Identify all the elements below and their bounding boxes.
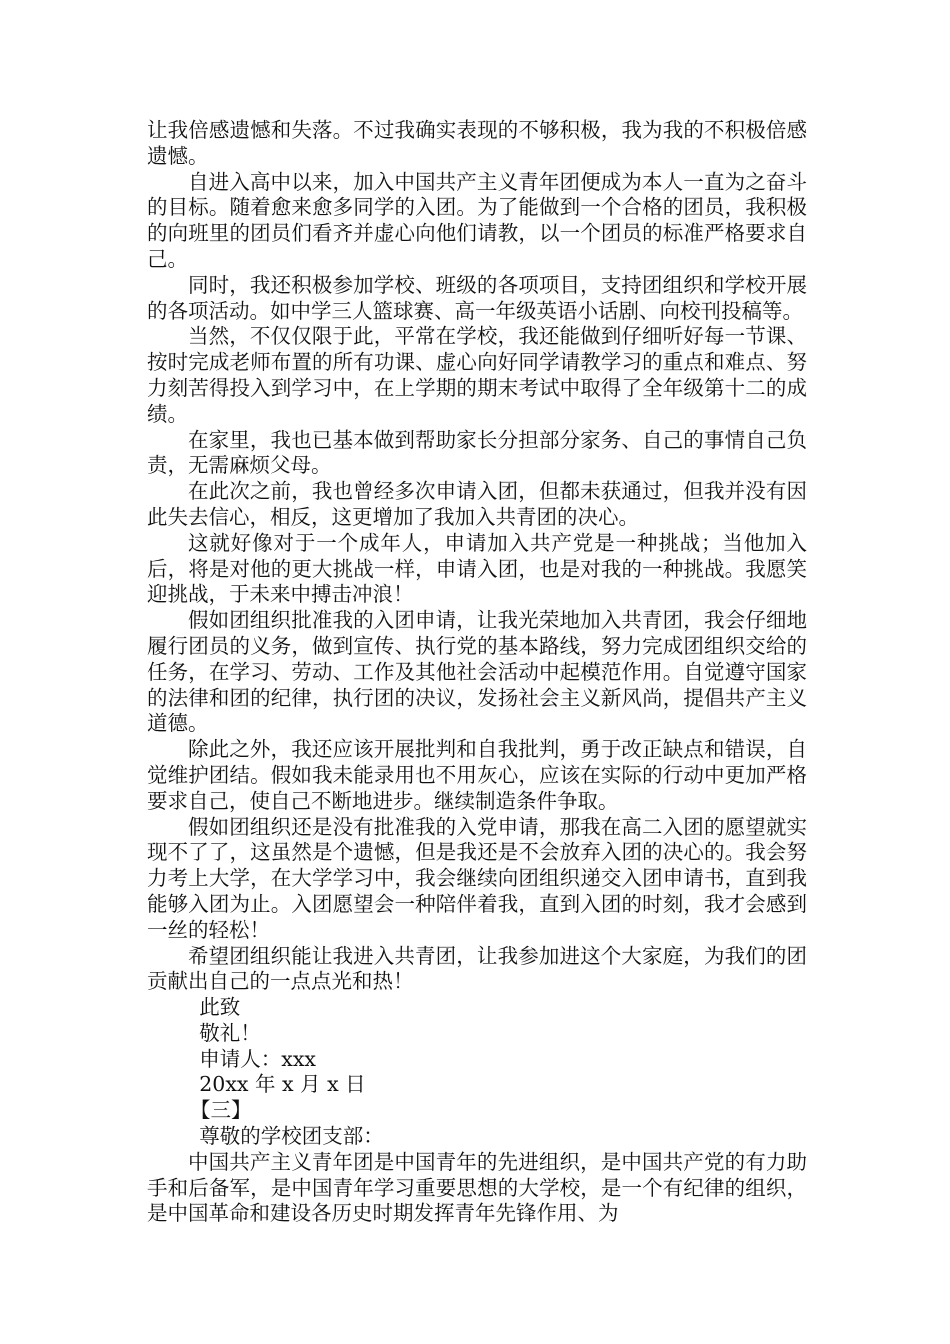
paragraph-7: 这就好像对于一个成年人，申请加入共产党是一种挑战；当他加入后，将是对他的更大挑战一样，申请入团，也是对我的一种挑战。我愿笑迎挑战，于未来中搏击冲浪！ [147, 530, 807, 607]
salutation: 尊敬的学校团支部： [199, 1124, 384, 1149]
paragraph-3: 同时，我还积极参加学校、班级的各项项目，支持团组织和学校开展的各项活动。如中学三人篮球赛、高一年级英语小话剧、向校刊投稿等。 [147, 272, 807, 323]
paragraph-11: 希望团组织能让我进入共青团，让我参加进这个大家庭，为我们的团贡献出自己的一点点光和热！ [147, 943, 807, 994]
section-heading: 【三】 [190, 1098, 252, 1123]
applicant-signature: 申请人：xxx [199, 1046, 316, 1071]
paragraph-5: 在家里，我也已基本做到帮助家长分担部分家务、自己的事情自己负责，无需麻烦父母。 [147, 427, 807, 478]
paragraph-8: 假如团组织批准我的入团申请，让我光荣地加入共青团，我会仔细地履行团员的义务，做到宣传、执行党的基本路线，努力完成团组织交给的任务，在学习、劳动、工作及其他社会活动中起模范作用。自觉遵守国家的法律和团的纪律，执行团的决议，发扬社会主义新风尚，提倡共产主义道德。 [147, 608, 807, 736]
paragraph-10: 假如团组织还是没有批准我的入党申请，那我在高二入团的愿望就实现不了了，这虽然是个遗憾，但是我还是不会放弃入团的决心的。我会努力考上大学，在大学学习中，我会继续向团组织递交入团申请书，直到我能够入团为止。入团愿望会一种陪伴着我，直到入团的时刻，我才会感到一丝的轻松！ [147, 814, 807, 942]
closing-salute: 敬礼！ [199, 1020, 261, 1045]
final-paragraph: 中国共产主义青年团是中国青年的先进组织，是中国共产党的有力助手和后备军，是中国青年学习重要思想的大学校，是一个有纪律的组织，是中国革命和建设各历史时期发挥青年先锋作用、为 [147, 1149, 807, 1226]
paragraph-6: 在此次之前，我也曾经多次申请入团，但都未获通过，但我并没有因此失去信心，相反，这更增加了我加入共青团的决心。 [147, 479, 807, 529]
closing-greeting: 此致 [199, 995, 241, 1020]
date-line: 20xx 年 x 月 x 日 [199, 1072, 366, 1097]
paragraph-1: 让我倍感遗憾和失落。不过我确实表现的不够积极，我为我的不积极倍感遗憾。 [147, 118, 807, 168]
document-page [147, 118, 807, 1227]
paragraph-2: 自进入高中以来，加入中国共产主义青年团便成为本人一直为之奋斗的目标。随着愈来愈多同学的入团。为了能做到一个合格的团员，我积极的向班里的团员们看齐并虚心向他们请教，以一个团员的标准严格要求自己。 [147, 169, 807, 271]
paragraph-9: 除此之外，我还应该开展批判和自我批判，勇于改正缺点和错误，自觉维护团结。假如我未能录用也不用灰心，应该在实际的行动中更加严格要求自己，使自己不断地进步。继续制造条件争取。 [147, 737, 807, 813]
paragraph-4: 当然，不仅仅限于此，平常在学校，我还能做到仔细听好每一节课、按时完成老师布置的所有功课、虚心向好同学请教学习的重点和难点、努力刻苦得投入到学习中，在上学期的期末考试中取得了全年级第十二的成绩。 [147, 324, 807, 426]
